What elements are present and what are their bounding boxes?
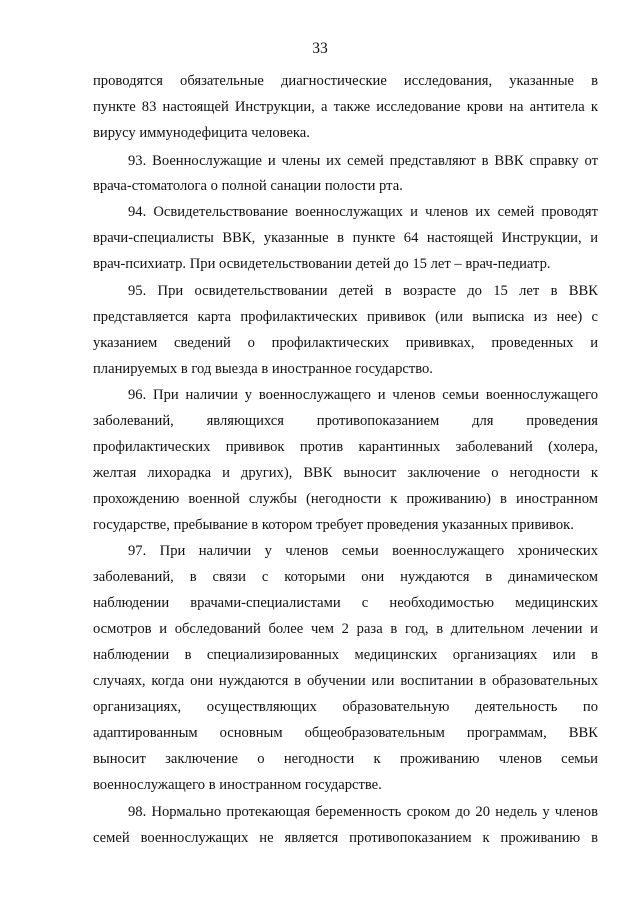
paragraph-98-line: 98. Нормально протекающая беременность сроком до 20 недель у членов bbox=[128, 804, 598, 820]
text-line: вирусу иммунодефицита человека. bbox=[93, 125, 310, 141]
text-line: случаях, когда они нуждаются в обучении или воспитании в образовательных bbox=[93, 673, 598, 689]
text-line: врачи-специалисты ВВК, указанные в пункте 64 настоящей Инструкции, и bbox=[93, 230, 598, 246]
text-line: врача-стоматолога о полной санации полости рта. bbox=[93, 178, 403, 194]
paragraph-94-line: 94. Освидетельствование военнослужащих и членов их семей проводят bbox=[128, 204, 598, 220]
text-line: адаптированным основным общеобразовательным программам, ВВК bbox=[93, 725, 598, 741]
text-line: врач-психиатр. При освидетельствовании детей до 15 лет – врач-педиатр. bbox=[93, 256, 551, 272]
text-line: желтая лихорадка и других), ВВК выносит заключение о негодности к bbox=[93, 465, 598, 481]
text-line: организациях, осуществляющих образовательную деятельность по bbox=[93, 699, 598, 715]
text-line: осмотров и обследований более чем 2 раза в год, в длительном лечении и bbox=[93, 621, 598, 637]
text-line: проводятся обязательные диагностические исследования, указанные в bbox=[93, 73, 598, 89]
paragraph-93-line: 93. Военнослужащие и члены их семей представляют в ВВК справку от bbox=[128, 153, 598, 169]
text-line: выносит заключение о негодности к проживанию членов семьи bbox=[93, 751, 598, 767]
page-number: 33 bbox=[312, 40, 328, 57]
text-line: заболеваний, в связи с которыми они нуждаются в динамическом bbox=[93, 569, 598, 585]
paragraph-96-line: 96. При наличии у военнослужащего и членов семьи военнослужащего bbox=[128, 387, 598, 403]
paragraph-95-line: 95. При освидетельствовании детей в возрасте до 15 лет в ВВК bbox=[128, 283, 598, 299]
text-line: указанием сведений о профилактических прививках, проведенных и bbox=[93, 335, 598, 351]
paragraph-97-line: 97. При наличии у членов семьи военнослужащего хронических bbox=[128, 543, 598, 559]
text-line: планируемых в год выезда в иностранное государство. bbox=[93, 361, 433, 377]
text-line: военнослужащего в иностранном государстве. bbox=[93, 777, 382, 793]
text-line: государстве, пребывание в котором требует проведения указанных прививок. bbox=[93, 517, 574, 533]
text-line: наблюдении в специализированных медицинских организациях или в bbox=[93, 647, 598, 663]
text-line: представляется карта профилактических прививок (или выписка из нее) с bbox=[93, 309, 598, 325]
text-line: пункте 83 настоящей Инструкции, а также исследование крови на антитела к bbox=[93, 99, 598, 115]
text-line: заболеваний, являющихся противопоказанием для проведения bbox=[93, 413, 598, 429]
text-line: прохождению военной службы (негодности к проживанию) в иностранном bbox=[93, 491, 598, 507]
text-line: семей военнослужащих не является противопоказанием к проживанию в bbox=[93, 830, 598, 846]
text-line: наблюдении врачами-специалистами с необходимостью медицинских bbox=[93, 595, 598, 611]
text-line: профилактических прививок против карантинных заболеваний (холера, bbox=[93, 439, 598, 455]
